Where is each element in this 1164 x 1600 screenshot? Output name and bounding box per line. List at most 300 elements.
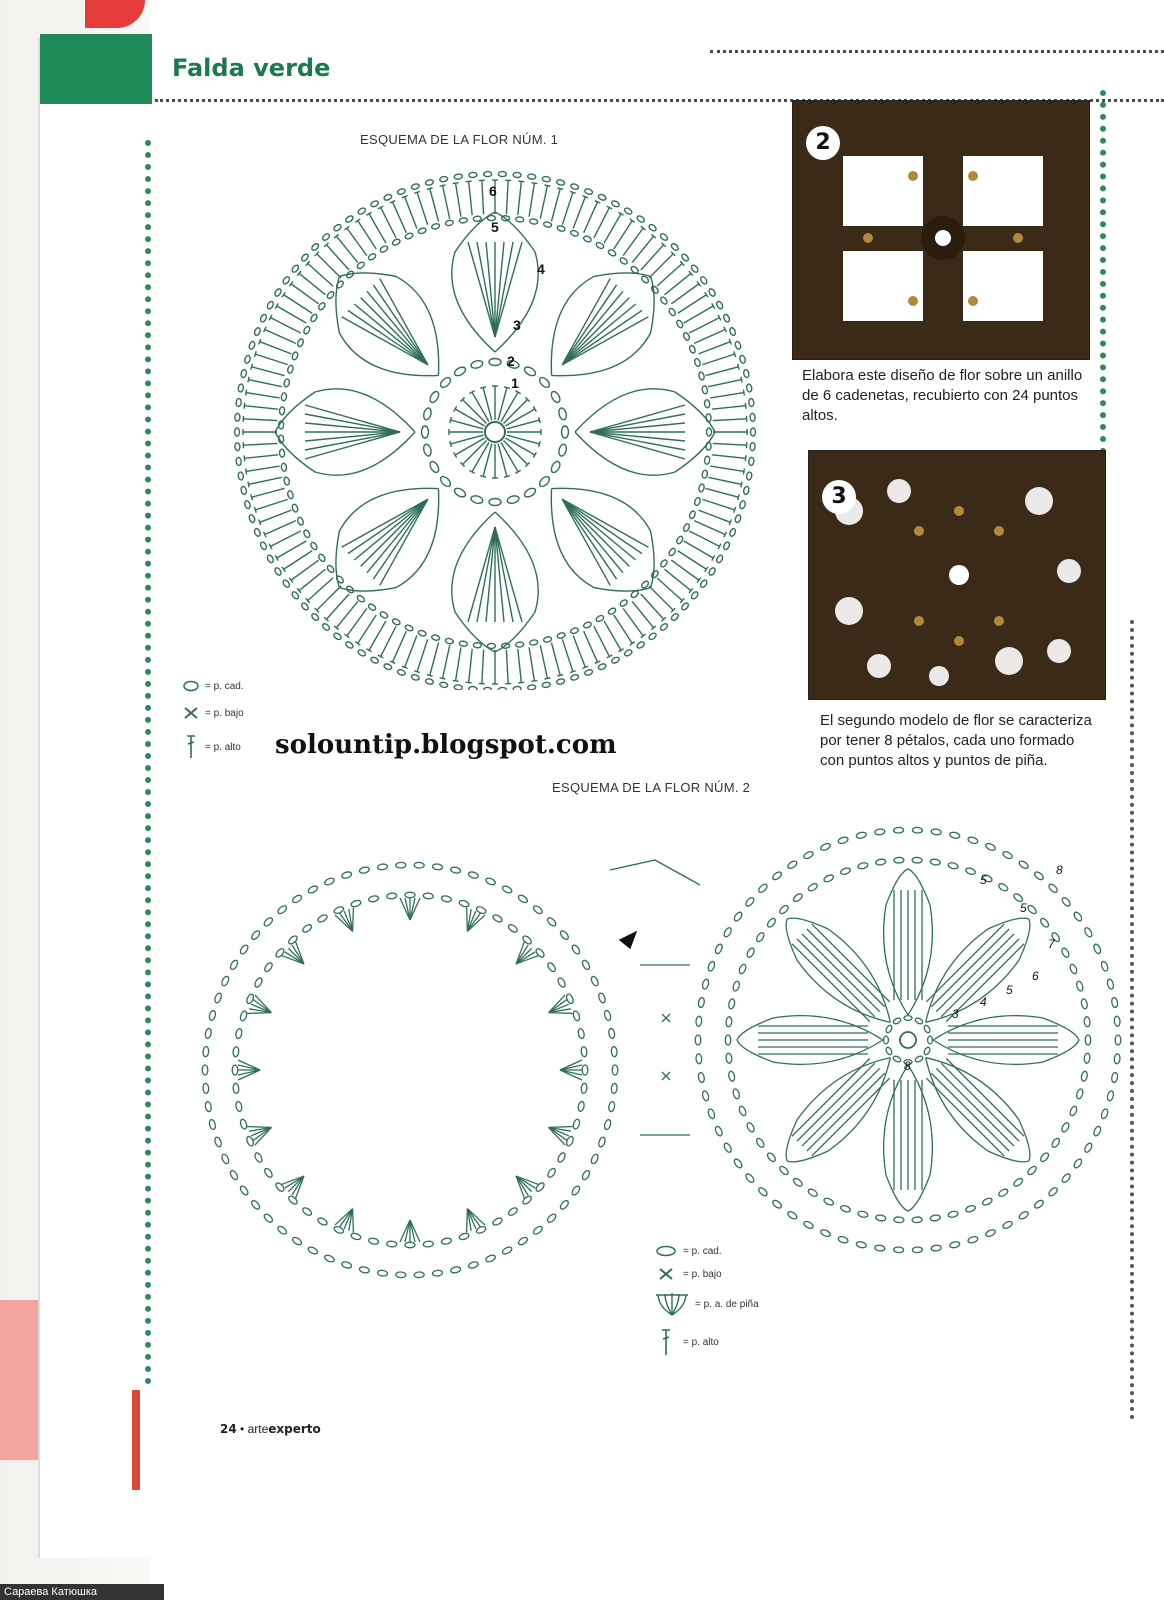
d2-center-chain — [914, 1017, 923, 1025]
d2-left-mid-chain — [235, 1101, 243, 1112]
d2-right-mid-chain — [738, 963, 747, 974]
d1-outer-stitch — [347, 608, 367, 636]
d1-ring5-chain — [379, 245, 388, 253]
d1-ring5-chain — [297, 338, 305, 347]
d2-right-outer-chain — [967, 836, 978, 844]
d2-left-outer-chain — [307, 1246, 318, 1256]
d1-outer-chain — [311, 612, 320, 621]
d1-outer-stitch — [506, 180, 508, 214]
d1-outer-chain — [690, 264, 699, 273]
d1-outer-stitch-top — [427, 188, 433, 190]
d1-outer-stitch — [393, 631, 407, 662]
d1-outer-stitch — [518, 181, 522, 215]
d2-right-mid-chain — [1069, 963, 1078, 974]
d2-right-mid-chain — [732, 981, 740, 992]
d1-outer-stitch — [584, 631, 598, 662]
d1-outer-stitch — [614, 221, 633, 250]
d1-ring5-chain — [694, 358, 701, 367]
d2-left-outer-chain — [324, 1254, 335, 1263]
d2-right-outer-chain — [1061, 1173, 1072, 1184]
d2-right-mid-chain — [792, 892, 803, 903]
d2-right-outer-chain — [912, 827, 922, 833]
d2-right-mid-chain — [965, 1204, 976, 1213]
d2-left-outer-chain — [581, 959, 591, 970]
d1-outer-stitch-top — [570, 191, 576, 193]
d2-left-outer-chain — [450, 866, 461, 874]
d1-outer-chain — [235, 413, 240, 421]
d2-left-pineapple-stitch — [560, 1065, 582, 1070]
d1-outer-chain — [636, 215, 645, 224]
d1-outer-stitch — [369, 621, 386, 650]
d1-ring5-chain — [431, 634, 440, 641]
d1-ring5-chain — [619, 599, 628, 608]
d1-outer-chain — [513, 172, 521, 178]
d2-center-chain — [914, 1055, 923, 1063]
d2-left-outer-chain — [571, 944, 581, 955]
d2-petal-stitch — [807, 1073, 885, 1151]
d2-right-outer-chain — [803, 850, 814, 860]
d1-outer-stitch-top — [738, 494, 740, 500]
chain-icon — [655, 1245, 677, 1257]
d2-right-outer-chain — [874, 1245, 885, 1252]
d1-outer-chain — [648, 223, 657, 232]
d2-left-outer-chain — [546, 916, 557, 927]
d1-ring5-chain — [297, 517, 305, 526]
d1-ring5-chain — [543, 636, 552, 643]
d1-outer-chain — [236, 457, 242, 466]
d1-outer-stitch — [284, 551, 313, 570]
d2-right-mid-chain — [930, 1214, 941, 1221]
d2-round-label: 8 — [904, 1059, 911, 1073]
d1-outer-chain — [716, 300, 724, 309]
d1-outer-chain — [397, 669, 406, 677]
d1-outer-stitch — [562, 639, 573, 671]
d1-round-label: 3 — [513, 317, 521, 333]
d1-ring5-chain — [557, 225, 566, 232]
d1-ring2-chain — [538, 376, 551, 389]
d1-outer-stitch — [482, 180, 484, 214]
d1-outer-stitch-top — [414, 191, 420, 193]
d1-outer-stitch — [710, 466, 744, 471]
d2-arrow-marker — [620, 932, 636, 948]
d2-right-outer-chain — [1111, 997, 1118, 1008]
d1-round-label: 4 — [537, 261, 545, 277]
d1-outer-chain — [383, 193, 392, 201]
d2-left-mid-chain — [386, 1241, 397, 1248]
photo-3-caption: El segundo modelo de flor se caracteriza por tener 8 pétalos, cada uno formado con puntos altos y puntos de piña. — [820, 712, 1092, 769]
d1-outer-chain — [236, 398, 242, 407]
d2-left-mid-chain — [239, 1118, 247, 1129]
d1-outer-stitch — [706, 367, 739, 376]
d2-left-mid-chain — [577, 1028, 585, 1039]
d1-outer-chain — [357, 649, 366, 657]
d2-left-outer-chain — [590, 1153, 599, 1164]
d1-ring5-chain — [317, 302, 326, 311]
d1-ring2-chain — [470, 359, 483, 369]
d1-petal — [575, 389, 715, 475]
d1-outer-stitch-top — [453, 680, 459, 681]
d1-outer-chain — [345, 641, 354, 650]
d2-left-pineapple-stitch — [560, 1060, 582, 1070]
d2-left-outer-chain — [263, 916, 274, 927]
d2-right-outer-chain — [1018, 1210, 1029, 1220]
d2-right-mid-chain — [875, 1214, 886, 1221]
d2-left-outer-chain — [377, 1270, 388, 1277]
d1-ring5-chain — [682, 523, 690, 532]
d2-right-outer-chain — [1100, 961, 1109, 972]
d1-outer-stitch — [443, 186, 450, 219]
d1-outer-chain — [357, 207, 366, 215]
d1-outer-stitch-top — [248, 481, 249, 487]
d1-outer-chain — [751, 428, 756, 436]
d2-right-outer-chain — [1083, 927, 1093, 938]
d2-left-outer-chain — [611, 1083, 617, 1093]
d2-left-pineapple-stitch — [410, 1220, 415, 1242]
d2-right-outer-chain — [698, 997, 705, 1008]
d1-outer-stitch — [430, 189, 439, 222]
d1-outer-chain — [425, 179, 434, 186]
d1-outer-chain — [244, 500, 251, 509]
d1-petal — [452, 512, 538, 652]
d1-outer-stitch — [671, 284, 699, 304]
d2-left-outer-chain — [571, 1185, 581, 1196]
d1-petal-stitch — [348, 486, 428, 566]
d1-ring5-chain — [392, 238, 401, 246]
d1-center-stitch-top — [539, 417, 541, 423]
d2-left-mid-chain — [582, 1065, 588, 1075]
d1-petal-stitch — [348, 298, 428, 378]
d1-ring5-chain — [689, 345, 697, 354]
d1-outer-stitch — [244, 406, 278, 410]
d2-left-outer-chain — [517, 894, 528, 904]
d2-left-mid-chain — [565, 1135, 574, 1146]
d1-outer-stitch — [713, 443, 747, 445]
diagram2-legend — [655, 1245, 759, 1357]
d2-right-outer-chain — [1033, 871, 1044, 882]
legend-chain — [655, 1245, 759, 1257]
d2-right-outer-chain — [714, 1125, 723, 1136]
d2-right-outer-chain — [985, 842, 996, 851]
d2-right-mid-chain — [1081, 998, 1088, 1009]
d1-outer-stitch — [417, 192, 428, 224]
d2-left-pineapple-stitch — [458, 1209, 476, 1233]
d2-left-mid-chain — [254, 977, 264, 988]
d1-outer-stitch-top — [248, 377, 249, 383]
d2-left-outer-chain — [341, 871, 352, 879]
d2-right-outer-chain — [723, 1142, 733, 1153]
d1-ring5-chain — [379, 611, 388, 619]
photo-2-badge: 2 — [806, 126, 840, 160]
d2-left-outer-chain — [468, 871, 479, 879]
d2-petal — [908, 902, 1046, 1040]
d2-right-outer-chain — [985, 1229, 996, 1238]
d1-outer-chain — [235, 443, 240, 451]
d2-right-outer-chain — [696, 1054, 702, 1064]
d1-center-stitch — [507, 435, 540, 444]
d2-left-pineapple — [545, 1118, 573, 1145]
d1-outer-stitch — [684, 306, 713, 323]
d1-outer-stitch — [671, 560, 699, 580]
d2-right-outer-chain — [744, 1173, 755, 1184]
d2-right-mid-chain — [1061, 947, 1071, 958]
d2-left-pineapple-stitch — [247, 1118, 271, 1136]
d1-outer-stitch — [246, 466, 280, 471]
d2-left-outer-chain — [263, 1213, 274, 1224]
d2-left-outer-chain — [501, 1246, 512, 1256]
d1-outer-chain — [750, 413, 755, 421]
d1-ring5-chain — [287, 365, 294, 374]
d1-ring5-chain — [279, 407, 285, 415]
d2-left-mid-chain — [441, 895, 452, 903]
d1-outer-stitch-top — [251, 494, 253, 500]
d2-left-mid-chain — [386, 893, 397, 900]
d1-ring5-chain — [650, 285, 659, 294]
d2-left-pineapple-stitch — [400, 898, 410, 920]
d2-right-mid-chain — [792, 1177, 803, 1188]
d1-ring2-chain — [453, 365, 467, 377]
d2-petal-stitch — [931, 929, 1009, 1007]
d1-ring2-chain — [489, 499, 501, 506]
d1-outer-stitch — [381, 207, 396, 237]
d1-ring5-chain — [283, 477, 290, 486]
d1-outer-stitch — [260, 342, 292, 354]
d2-right-outer-chain — [771, 871, 782, 882]
d2-left-outer-chain — [214, 992, 223, 1003]
d2-left-outer-chain — [229, 959, 239, 970]
d2-left-outer-chain — [604, 1010, 612, 1021]
d1-outer-chain — [636, 641, 645, 650]
legend-label: = p. bajo — [683, 1268, 722, 1280]
d1-outer-chain — [690, 591, 699, 600]
d1-ring5-chain — [418, 227, 427, 234]
d2-left-outer-chain — [485, 877, 496, 886]
d1-ring5-chain — [473, 642, 481, 648]
d2-right-outer-chain — [874, 828, 885, 835]
right-dotted-border — [1100, 90, 1106, 490]
d1-outer-chain — [484, 687, 492, 690]
d1-outer-chain — [746, 472, 752, 481]
d2-right-outer-chain — [702, 1090, 710, 1101]
d1-outer-chain — [345, 215, 354, 224]
d2-center-chain — [904, 1016, 912, 1021]
d1-ring5-chain — [515, 642, 524, 648]
d2-petal — [770, 902, 908, 1040]
d1-outer-chain — [624, 649, 633, 657]
d2-left-outer-chain — [450, 1266, 461, 1274]
d1-petal-stitch — [590, 414, 685, 432]
d1-outer-chain — [235, 428, 240, 436]
d2-left-mid-chain — [232, 1065, 238, 1075]
d1-outer-chain — [259, 313, 267, 322]
d1-outer-stitch — [614, 615, 633, 644]
d1-outer-chain — [238, 384, 244, 393]
d2-right-mid-chain — [1013, 1177, 1024, 1188]
d2-right-mid-chain — [982, 1197, 993, 1206]
d1-ring2-chain — [538, 475, 551, 488]
d1-outer-stitch — [252, 367, 285, 376]
d2-right-outer-chain — [893, 827, 903, 833]
d2-right-mid-chain — [948, 1210, 959, 1218]
d2-petal-stitch — [797, 1063, 875, 1141]
d2-petal-stitch — [802, 934, 880, 1012]
footer-bullet: • — [240, 1422, 248, 1436]
d2-left-mid-chain — [492, 1217, 503, 1227]
d2-right-outer-chain — [856, 1241, 867, 1249]
d2-round-label: 5 — [1006, 983, 1013, 997]
d2-right-outer-chain — [696, 1016, 702, 1026]
d1-round-label: 5 — [491, 219, 499, 235]
d2-right-outer-chain — [714, 943, 723, 954]
d1-petal-stitch — [361, 285, 441, 365]
d1-petal-stitch — [549, 499, 629, 579]
d2-left-outer-chain — [250, 1199, 261, 1210]
d2-right-mid-chain — [728, 998, 735, 1009]
d2-left-mid-chain — [581, 1083, 588, 1094]
d2-right-mid-chain — [965, 867, 976, 876]
d1-petal-stitch — [562, 486, 642, 566]
d2-left-outer-chain — [214, 1136, 223, 1147]
d2-left-mid-chain — [368, 895, 379, 903]
d2-left-mid-chain — [475, 906, 486, 915]
d1-center-stitch-top — [480, 387, 486, 389]
d1-outer-chain — [681, 602, 690, 611]
d2-left-pineapple-stitch — [410, 1220, 420, 1242]
d1-outer-chain — [748, 398, 754, 407]
d2-right-outer-chain — [1111, 1072, 1118, 1083]
d1-outer-stitch — [678, 551, 707, 570]
d1-outer-chain — [397, 188, 406, 196]
d1-ring5-chain — [473, 216, 481, 222]
legend-double — [183, 734, 244, 760]
d1-outer-stitch-top — [246, 468, 247, 474]
d1-outer-stitch-top — [254, 351, 256, 357]
d2-left-outer-chain — [468, 1261, 479, 1269]
d2-left-mid-chain — [233, 1083, 240, 1094]
d1-ring2-chain — [428, 390, 440, 404]
d1-petal-stitch — [361, 298, 428, 365]
d1-ring5-chain — [702, 470, 708, 479]
diagram2-caption: ESQUEMA DE LA FLOR NÚM. 2 — [552, 780, 751, 795]
d2-left-pineapple — [509, 941, 539, 971]
d2-right-outer-chain — [893, 1247, 903, 1253]
d2-left-mid-chain — [350, 899, 361, 907]
d1-round-label: 2 — [507, 353, 515, 369]
d1-petal-stitch — [305, 432, 400, 450]
d1-outer-stitch — [369, 214, 386, 243]
d2-left-pineapple — [509, 1169, 539, 1199]
d1-ring5-chain — [668, 547, 677, 556]
d1-outer-stitch — [277, 541, 306, 558]
double-crochet-icon — [655, 1327, 677, 1357]
d2-right-mid-chain — [997, 1188, 1008, 1198]
d1-outer-stitch-top — [244, 455, 245, 461]
d2-left-mid-chain — [317, 1217, 328, 1227]
d1-outer-chain — [659, 622, 668, 631]
d1-outer-chain — [454, 174, 463, 180]
d1-center-stitch — [483, 388, 492, 421]
d1-outer-chain — [739, 355, 746, 364]
d1-center-stitch-top — [450, 441, 452, 447]
d1-ring2-chain — [470, 495, 483, 505]
d1-outer-chain — [253, 327, 261, 336]
d1-ring5-chain — [704, 399, 710, 408]
d2-left-pineapple-stitch — [560, 1070, 582, 1075]
d2-left-outer-chain — [517, 1236, 528, 1246]
d2-left-outer-chain — [598, 992, 607, 1003]
d1-round-label: 1 — [511, 375, 519, 391]
d2-left-outer-chain — [432, 863, 443, 870]
d1-outer-stitch — [706, 488, 739, 497]
d2-left-pineapple — [400, 1220, 420, 1242]
d1-outer-stitch — [678, 295, 707, 314]
d1-ring5-chain — [367, 252, 376, 261]
d1-ring5-chain — [326, 564, 335, 573]
d2-left-mid-chain — [572, 1010, 580, 1021]
d1-ring5-chain — [291, 351, 299, 360]
d1-outer-stitch — [594, 207, 609, 237]
d1-outer-stitch — [381, 626, 396, 656]
d1-outer-chain — [439, 682, 448, 688]
d2-left-outer-chain — [205, 1028, 212, 1039]
d1-outer-chain — [300, 602, 309, 611]
d2-petal-stitch — [936, 934, 1014, 1012]
d1-ring5-chain — [707, 428, 712, 436]
legend-single — [183, 706, 244, 720]
d2-right-mid-chain — [746, 947, 756, 958]
d1-outer-chain — [498, 687, 506, 690]
pineapple-stitch-icon — [655, 1291, 689, 1317]
d1-outer-stitch-top — [244, 403, 245, 409]
d2-right-outer-chain — [1093, 1125, 1102, 1136]
d2-left-mid-chain — [557, 977, 567, 988]
d1-outer-chain — [570, 674, 579, 681]
d1-ring5-chain — [310, 313, 318, 322]
d1-ring5-chain — [287, 490, 294, 499]
d2-right-mid-chain — [1076, 1088, 1084, 1099]
d2-left-mid-chain — [368, 1237, 379, 1245]
d1-outer-stitch-top — [557, 188, 563, 190]
legend-label: = p. cad. — [205, 680, 244, 692]
d1-outer-chain — [542, 176, 551, 182]
d1-outer-chain — [708, 567, 717, 576]
d2-left-mid-chain — [458, 899, 469, 907]
d1-outer-stitch — [689, 318, 719, 333]
d1-outer-stitch — [710, 393, 744, 398]
d2-left-pineapple-stitch — [410, 898, 415, 920]
d1-ring2-chain — [428, 460, 440, 474]
d1-outer-chain — [542, 682, 551, 688]
d1-outer-stitch — [456, 647, 461, 681]
d2-left-outer-chain — [239, 1185, 249, 1196]
d1-outer-stitch — [469, 181, 473, 215]
d1-outer-chain — [282, 579, 291, 588]
d1-ring5-chain — [303, 325, 311, 334]
d1-outer-chain — [743, 369, 750, 378]
d1-outer-stitch — [358, 221, 377, 250]
d2-left-outer-chain — [414, 862, 424, 868]
d2-left-pineapple — [458, 907, 485, 935]
d2-left-mid-chain — [333, 1225, 344, 1234]
d2-left-mid-chain — [263, 1167, 273, 1178]
d2-round-label: 3 — [952, 1007, 959, 1021]
d1-petal-stitch — [495, 527, 513, 622]
d2-left-mid-chain — [577, 1101, 585, 1112]
d2-right-mid-chain — [840, 867, 851, 876]
d2-right-outer-chain — [695, 1035, 701, 1045]
d1-outer-stitch — [702, 354, 734, 365]
d1-ring5-chain — [279, 449, 285, 457]
d1-ring2-chain — [506, 495, 519, 505]
